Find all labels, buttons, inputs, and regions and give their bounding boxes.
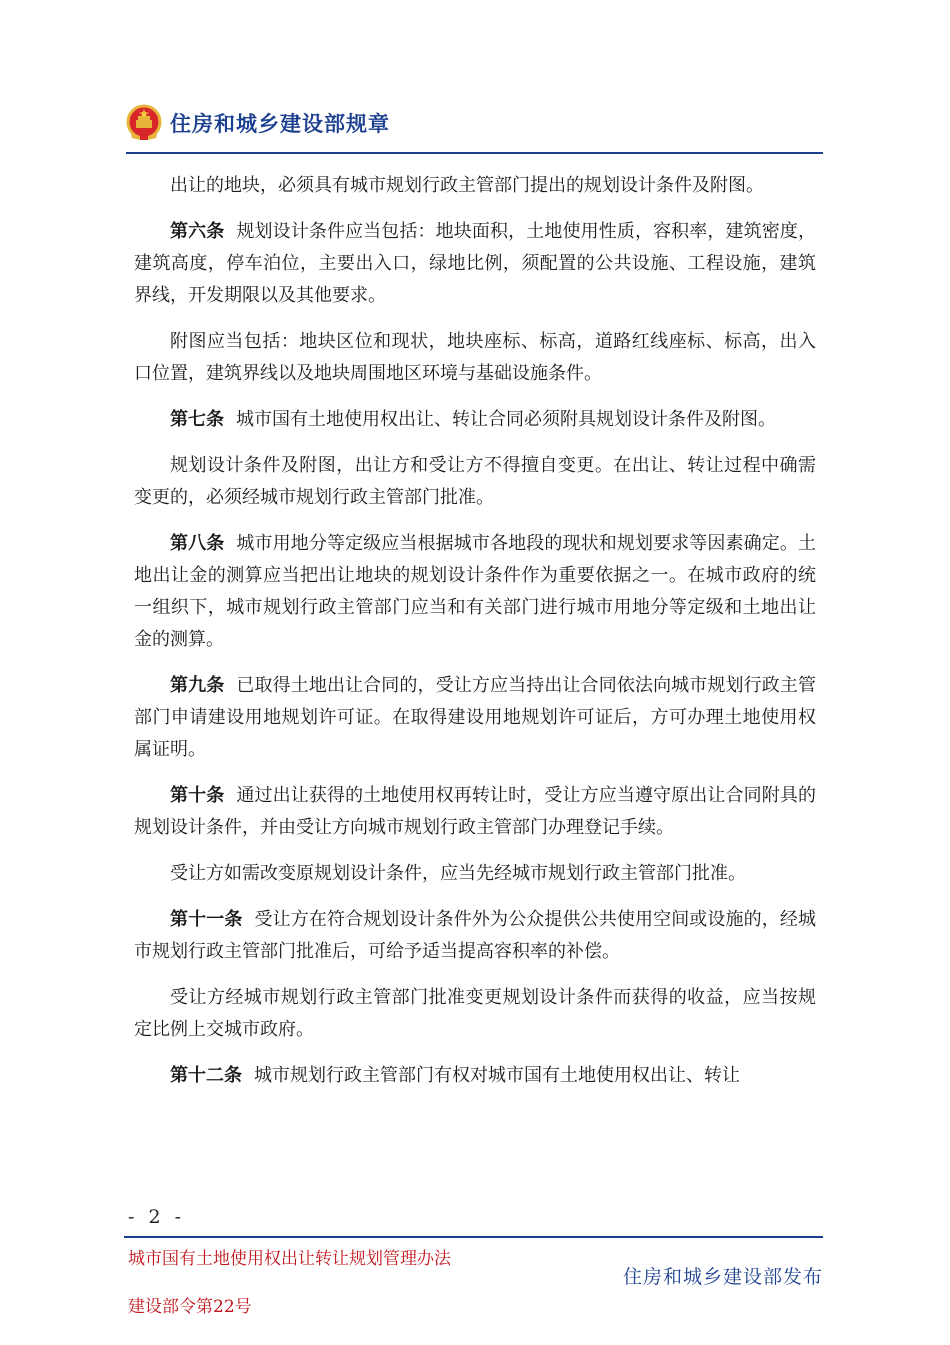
paragraph-text: 城市国有土地使用权出让、转让合同必须附具规划设计条件及附图。 bbox=[236, 409, 776, 430]
page-number: - 2 - bbox=[128, 1206, 186, 1228]
header-title: 住房和城乡建设部规章 bbox=[170, 112, 390, 136]
paragraph bbox=[134, 1060, 816, 1092]
paragraph-text: 受让方在符合规划设计条件外为公众提供公共使用空间或设施的，经城市规划行政主管部门批准后，可给予适当提高容积率的补偿。 bbox=[134, 909, 817, 962]
paragraph bbox=[134, 858, 816, 890]
footer-divider bbox=[124, 1236, 823, 1238]
paragraph-text: 附图应当包括：地块区位和现状，地块座标、标高，道路红线座标、标高，出入口位置，建筑界线以及地块周围地区环境与基础设施条件。 bbox=[134, 331, 816, 384]
paragraph-text: 已取得土地出让合同的，受让方应当持出让合同依法向城市规划行政主管部门申请建设用地规划许可证。在取得建设用地规划许可证后，方可办理土地使用权属证明。 bbox=[134, 675, 817, 760]
paragraph bbox=[134, 170, 816, 202]
paragraph bbox=[134, 450, 816, 514]
header-divider bbox=[126, 152, 823, 154]
article-number: 第十条 bbox=[170, 785, 225, 806]
paragraph bbox=[134, 780, 816, 844]
paragraph bbox=[134, 404, 816, 436]
paragraph-text: 规划设计条件及附图，出让方和受让方不得擅自变更。在出让、转让过程中确需变更的，必须经城市规划行政主管部门批准。 bbox=[134, 455, 816, 508]
footer-publisher: 住房和城乡建设部发布 bbox=[622, 1266, 823, 1288]
paragraph bbox=[134, 904, 816, 968]
article-number: 第九条 bbox=[170, 675, 225, 696]
paragraph-text: 出让的地块，必须具有城市规划行政主管部门提出的规划设计条件及附图。 bbox=[170, 175, 764, 196]
article-number: 第六条 bbox=[170, 221, 225, 242]
footer-order-number: 建设部令第22号 bbox=[128, 1297, 252, 1317]
paragraph bbox=[134, 326, 816, 390]
article-number: 第八条 bbox=[170, 533, 225, 554]
national-emblem-icon bbox=[126, 104, 162, 142]
paragraph-text: 受让方如需改变原规划设计条件，应当先经城市规划行政主管部门批准。 bbox=[170, 863, 746, 884]
article-number: 第七条 bbox=[170, 409, 224, 430]
document-body bbox=[134, 170, 816, 1106]
paragraph bbox=[134, 528, 816, 656]
paragraph-text: 城市规划行政主管部门有权对城市国有土地使用权出让、转让 bbox=[254, 1065, 740, 1086]
paragraph bbox=[134, 982, 816, 1046]
paragraph bbox=[134, 216, 816, 312]
paragraph-text: 通过出让获得的土地使用权再转让时，受让方应当遵守原出让合同附具的规划设计条件，并由受让方向城市规划行政主管部门办理登记手续。 bbox=[134, 785, 817, 838]
article-number: 第十二条 bbox=[170, 1065, 242, 1086]
paragraph-text: 规划设计条件应当包括：地块面积，土地使用性质，容积率，建筑密度，建筑高度，停车泊位，主要出入口，绿地比例，须配置的公共设施、工程设施，建筑界线，开发期限以及其他要求。 bbox=[134, 221, 817, 306]
footer-document-title: 城市国有土地使用权出让转让规划管理办法 bbox=[128, 1249, 451, 1269]
article-number: 第十一条 bbox=[170, 909, 243, 930]
paragraph-text: 受让方经城市规划行政主管部门批准变更规划设计条件而获得的收益，应当按规定比例上交城市政府。 bbox=[134, 987, 816, 1040]
paragraph bbox=[134, 670, 816, 766]
page-header bbox=[126, 102, 823, 154]
paragraph-text: 城市用地分等定级应当根据城市各地段的现状和规划要求等因素确定。土地出让金的测算应当把出让地块的规划设计条件作为重要依据之一。在城市政府的统一组织下，城市规划行政主管部门应当和有关部门进行城市用地分等定级和土地出让金的测算。 bbox=[134, 533, 817, 650]
